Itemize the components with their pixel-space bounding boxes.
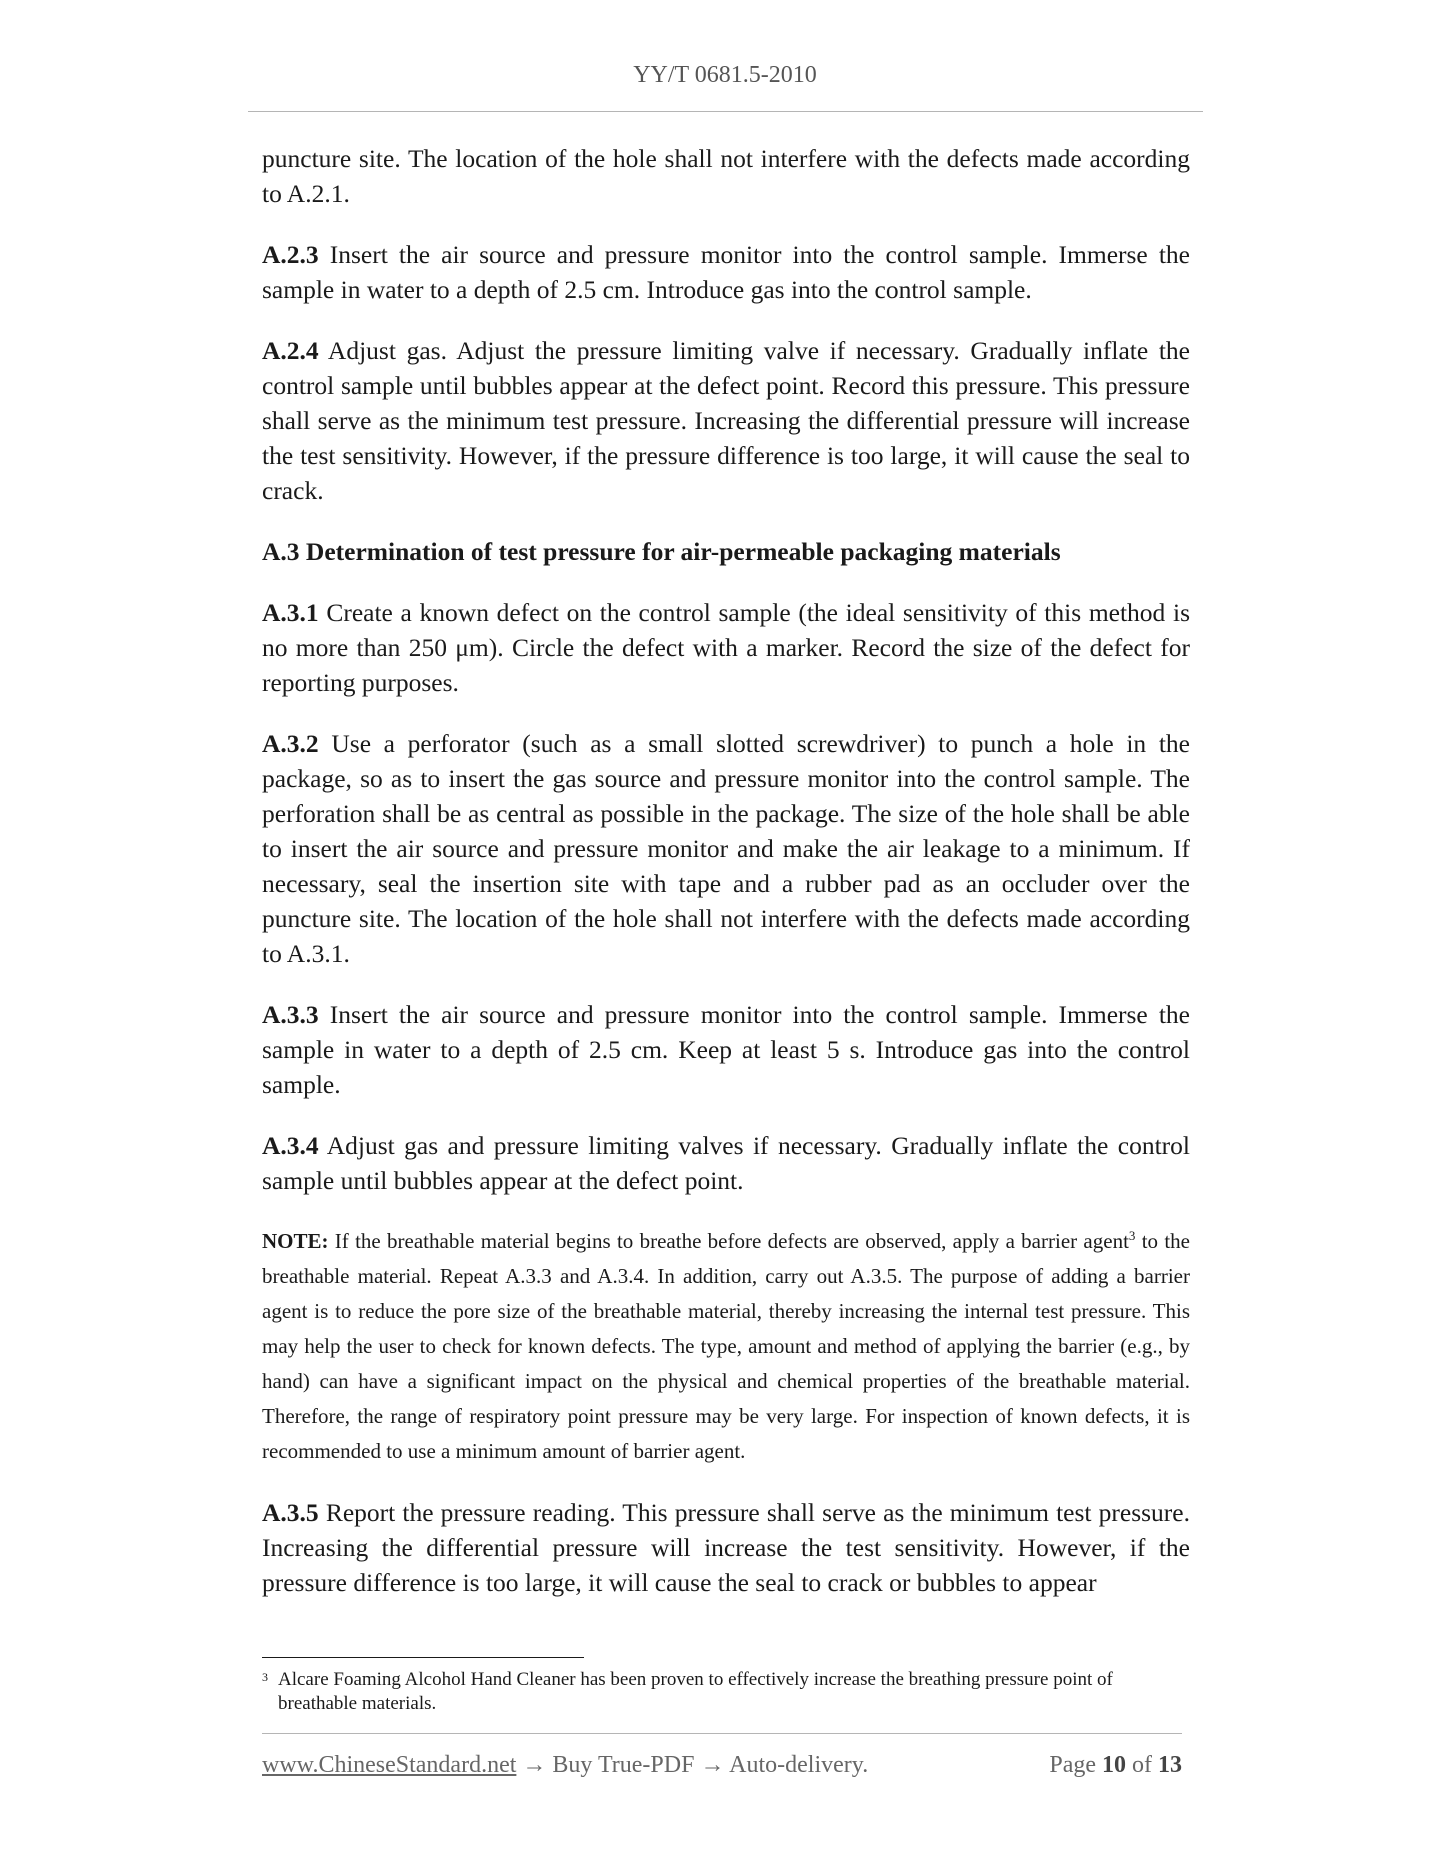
note-block [262, 1224, 1190, 1469]
clause-a-3-4 [262, 1128, 1190, 1198]
clause-number: A.3.3 [262, 1000, 319, 1029]
header-divider [248, 111, 1203, 112]
delivery-text: Auto-delivery. [729, 1752, 869, 1778]
page-header: YY/T 0681.5-2010 [633, 62, 817, 88]
arrow-right-icon: → [700, 1752, 725, 1778]
total-pages: 13 [1158, 1752, 1182, 1778]
clause-text: Use a perforator (such as a small slotted screwdriver) to punch a hole in the package, so as to insert the gas source and pressure monitor into the control sample. The perforation shall be as central as possible in the package. The size of the hole shall be able to insert the air source and pressure monitor and make the air leakage to a minimum. If necessary, seal the insertion site with tape and a rubber pad as an occluder over the puncture site. The location of the hole shall not interfere with the defects made according to A.3.1. [262, 729, 1190, 968]
paragraph-text: puncture site. The location of the hole shall not interfere with the defects made according to A.2.1. [262, 144, 1190, 208]
footnote-mark: 3 [262, 1670, 268, 1684]
clause-number: A.3.2 [262, 729, 319, 758]
of-word: of [1132, 1752, 1152, 1778]
clause-a-3-2 [262, 726, 1190, 971]
clause-text: Insert the air source and pressure monitor into the control sample. Immerse the sample in water to a depth of 2.5 cm. Keep at least 5 s. Introduce gas into the control sample. [262, 1000, 1190, 1099]
footnote-divider [262, 1657, 584, 1658]
buy-text: Buy True-PDF [552, 1752, 695, 1778]
clause-a-3-1 [262, 595, 1190, 700]
footnote-text: Alcare Foaming Alcohol Hand Cleaner has been proven to effectively increase the breathing pressure point of breathable materials. [278, 1669, 1113, 1714]
clause-text: Create a known defect on the control sample (the ideal sensitivity of this method is no more than 250 μm). Circle the defect with a marker. Record the size of the defect for reporting purposes. [262, 598, 1190, 697]
footer-promo [262, 1752, 868, 1779]
section-heading-a-3: A.3 Determination of test pressure for air-permeable packaging materials [262, 537, 1061, 566]
clause-text: Adjust gas. Adjust the pressure limiting valve if necessary. Gradually inflate the control sample until bubbles appear at the defect point. Record this pressure. This pressure shall serve as the minimum test pressure. Increasing the differential pressure will increase the test sensitivity. However, if the pressure difference is too large, it will cause the seal to crack. [262, 336, 1190, 505]
clause-text: Report the pressure reading. This pressure shall serve as the minimum test pressure. Increasing the differential pressure will increase the test sensitivity. However, if the pressure difference is too large, it will cause the seal to crack or bubbles to appear [262, 1498, 1190, 1597]
page-number [1049, 1752, 1182, 1779]
clause-a-3-5 [262, 1495, 1190, 1600]
note-text-continued: to the breathable material. Repeat A.3.3 and A.3.4. In addition, carry out A.3.5. The purpose of adding a barrier agent is to reduce the pore size of the breathable material, thereby increasing the internal test pressure. This may help the user to check for known defects. The type, amount and method of applying the barrier (e.g., by hand) can have a significant impact on the physical and chemical properties of the breathable material. Therefore, the range of respiratory point pressure may be very large. For inspection of known defects, it is recommended to use a minimum amount of barrier agent. [262, 1229, 1190, 1463]
note-text: If the breathable material begins to breathe before defects are observed, apply a barrier agent [328, 1229, 1129, 1253]
document-body [262, 141, 1190, 1626]
clause-a-2-3 [262, 237, 1190, 307]
clause-text: Insert the air source and pressure monitor into the control sample. Immerse the sample in water to a depth of 2.5 cm. Introduce gas into the control sample. [262, 240, 1190, 304]
page-word: Page [1049, 1752, 1096, 1778]
current-page: 10 [1102, 1752, 1126, 1778]
footnote [262, 1668, 1190, 1716]
clause-a-3-3 [262, 997, 1190, 1102]
paragraph-continued [262, 141, 1190, 211]
clause-number: A.3.5 [262, 1498, 319, 1527]
clause-number: A.2.4 [262, 336, 319, 365]
clause-a-2-4 [262, 333, 1190, 508]
arrow-right-icon: → [522, 1752, 547, 1778]
footnote-reference[interactable]: 3 [1128, 1228, 1136, 1243]
website-link[interactable]: www.ChineseStandard.net [262, 1752, 517, 1778]
clause-number: A.3.1 [262, 598, 319, 627]
note-label: NOTE: [262, 1229, 329, 1253]
clause-number: A.3.4 [262, 1131, 319, 1160]
clause-text: Adjust gas and pressure limiting valves if necessary. Gradually inflate the control sample until bubbles appear at the defect point. [262, 1131, 1190, 1195]
clause-number: A.2.3 [262, 240, 319, 269]
page-footer [262, 1752, 1182, 1784]
footer-divider [262, 1733, 1182, 1734]
